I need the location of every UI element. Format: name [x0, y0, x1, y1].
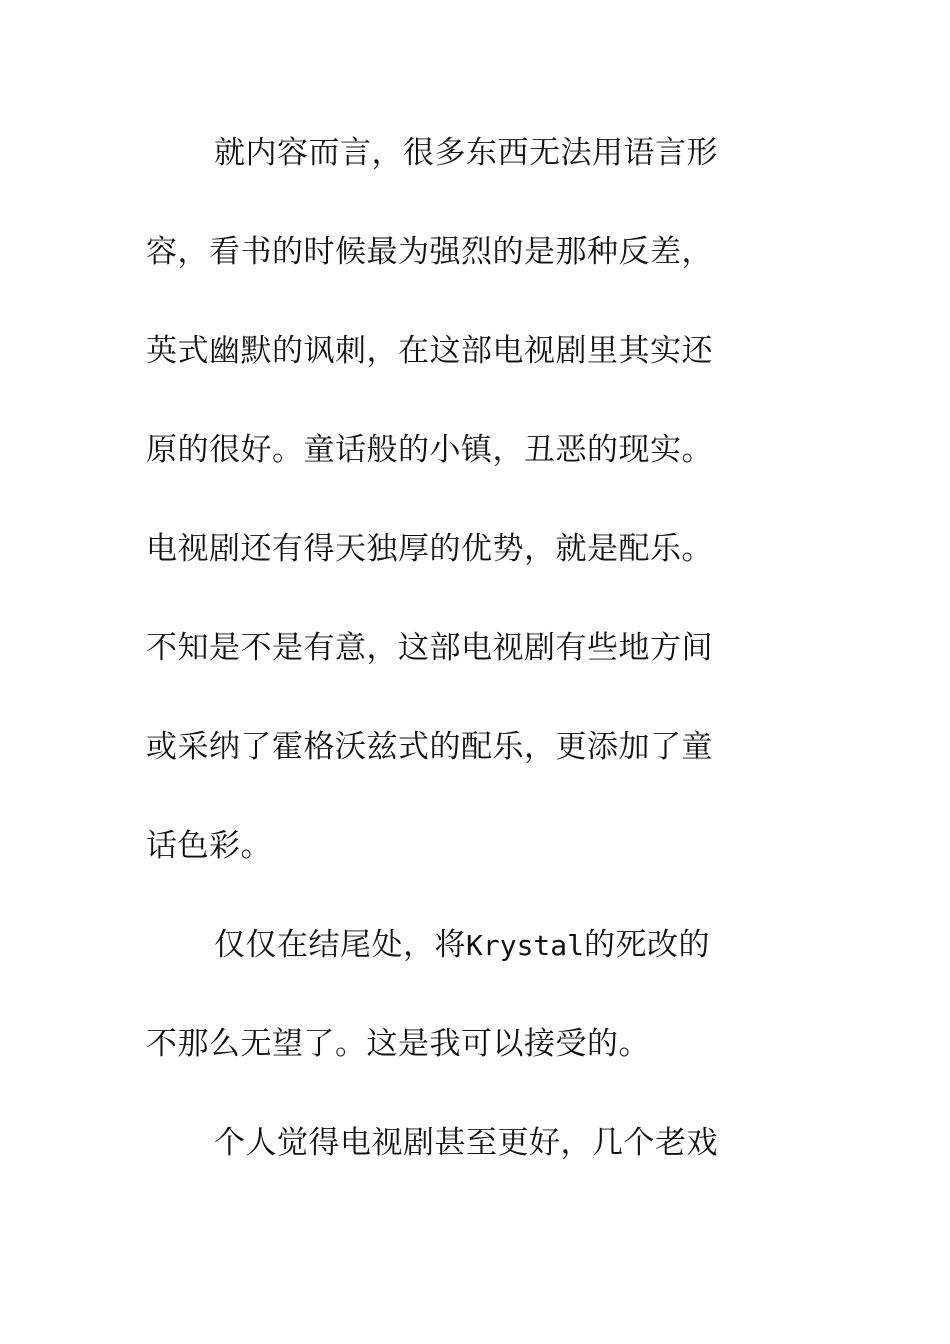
text-line: 话色彩。 — [146, 828, 272, 864]
text-line: 或采纳了霍格沃兹式的配乐，更添加了童 — [146, 729, 713, 765]
paragraph-2 — [146, 910, 786, 1108]
text-line: 容，看书的时候最为强烈的是那种反差， — [146, 234, 713, 270]
text-segment: 仅仅在结尾处，将 — [214, 927, 466, 963]
text-line: 不知是不是有意，这部电视剧有些地方间 — [146, 630, 713, 666]
paragraph-1 — [146, 118, 786, 910]
text-line: 原的很好。童话般的小镇，丑恶的现实。 — [146, 432, 713, 468]
text-line: 不那么无望了。这是我可以接受的。 — [146, 1026, 650, 1062]
paragraph-3 — [146, 1108, 786, 1207]
text-line — [146, 910, 786, 1009]
text-line: 英式幽默的讽刺，在这部电视剧里其实还 — [146, 333, 713, 369]
text-line: 就内容而言，很多东西无法用语言形 — [214, 135, 718, 171]
latin-name: Krystal — [466, 929, 585, 962]
document-body — [146, 118, 786, 1207]
text-segment: 的死改的 — [584, 927, 711, 963]
text-line: 个人觉得电视剧甚至更好，几个老戏 — [214, 1125, 718, 1161]
text-line: 电视剧还有得天独厚的优势，就是配乐。 — [146, 531, 713, 567]
